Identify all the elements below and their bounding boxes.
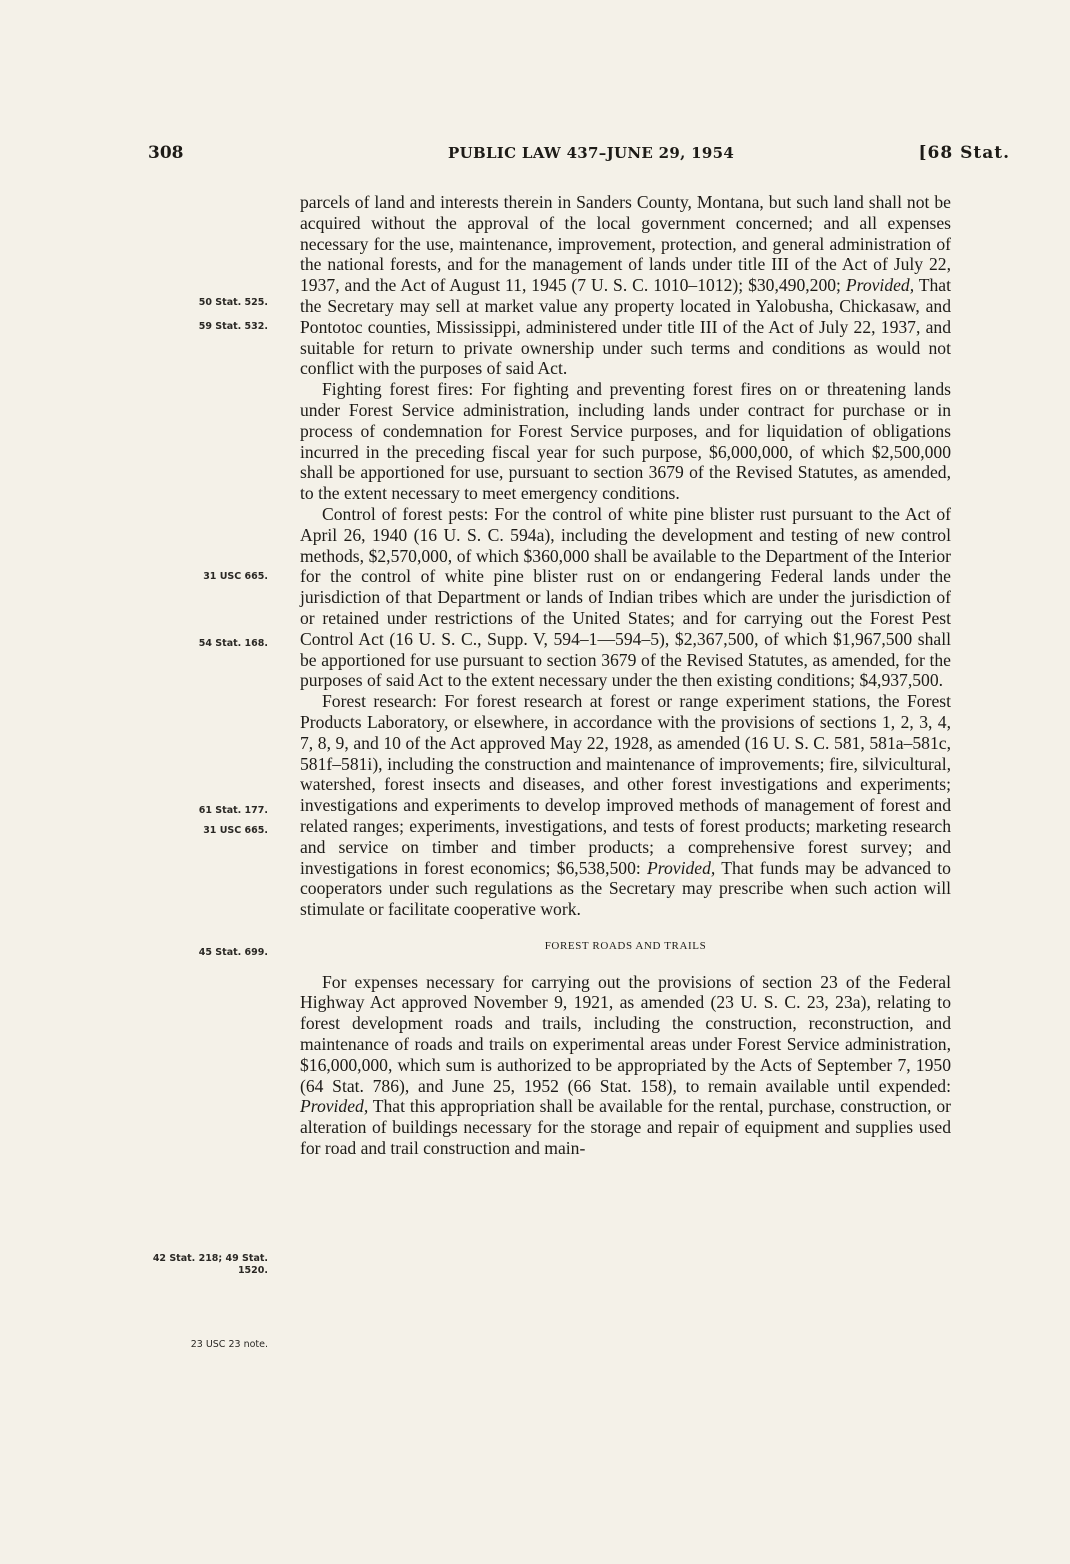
running-title: PUBLIC LAW 437–JUNE 29, 1954 bbox=[448, 144, 735, 162]
margin-note: 61 Stat. 177. bbox=[198, 805, 268, 816]
page-number: 308 bbox=[148, 143, 184, 163]
volume-reference: [68 Stat. bbox=[918, 143, 1010, 163]
margin-note: 54 Stat. 168. bbox=[198, 638, 268, 649]
paragraph-control-of-forest-pests: Control of forest pests: For the control of white pine blister rust pursuant to the Act of April 26, 1940 (16 U. S. C. 594a), including the development and testing of new control methods, $2,570,000, of which $360,000 shall be available to the Department of the Interior for the control of white pine blister rust on or endangering Federal lands under the jurisdiction of that Department or lands of Indian tribes which are under the jurisdiction of or retained under restrictions of the United States; and for carrying out the Forest Pest Control Act (16 U. S. C., Supp. V, 594–1—594–5), $2,367,500, of which $1,967,500 shall be apportioned for use pursuant to section 3679 of the Revised Statutes, as amended, for the purposes of said Act to the extent necessary under the then existing conditions; $4,937,500. bbox=[300, 503, 951, 691]
margin-note: 50 Stat. 525. bbox=[198, 297, 268, 308]
paragraph-forest-research: Forest research: For forest research at forest or range experiment stations, the Forest Products Laboratory, or elsewhere, in accordance with the provisions of sections 1, 2, 3, 4, 7, 8, 9, and 10 of the Act approved May 22, 1928, as amended (16 U. S. C. 581, 581a–581c, 581f–581i), including the construction and maintenance of improvements; fire, silvicultural, watershed, forest insects and diseases, and other forest investigations and experiments; investigations and experiments to develop improved methods of management of forest and related ranges; experiments, investigations, and tests of forest products; marketing research and service on timber and timber products; a comprehensive forest survey; and investigations in forest economics; $6,538,500: Provided, That funds may be advanced to cooperators under such regulations as the Secretary may prescribe when such action will stimulate or facilitate cooperative work. bbox=[300, 691, 951, 920]
margin-note: 45 Stat. 699. bbox=[198, 947, 268, 958]
section-heading: FOREST ROADS AND TRAILS bbox=[544, 939, 707, 952]
margin-note: 23 USC 23 note. bbox=[190, 1339, 268, 1350]
paragraph-national-forests: parcels of land and interests therein in Sanders County, Montana, but such land shall not be acquired without the approval of the local government concerned; and all expenses necessary for the use, maintenance, improvement, protection, and general administration of the national forests, and for the management of lands under title III of the Act of July 22, 1937, and the Act of August 11, 1945 (7 U. S. C. 1010–1012); $30,490,200; Provided, That the Secretary may sell at market value any property located in Yalobusha, Chickasaw, and Pontotoc counties, Mississippi, administered under title III of the Act of July 22, 1937, and suitable for return to private ownership under such terms and conditions as would not conflict with the purposes of said Act. bbox=[300, 192, 951, 379]
margin-notes bbox=[0, 0, 290, 1564]
paragraph-forest-roads-and-trails: For expenses necessary for carrying out the provisions of section 23 of the Federal Highway Act approved November 9, 1921, as amended (23 U. S. C. 23, 23a), relating to forest development roads and trails, including the construction, reconstruction, and maintenance of roads and trails on experimental areas under Forest Service administration, $16,000,000, which sum is authorized to be appropriated by the Acts of September 7, 1950 (64 Stat. 786), and June 25, 1952 (66 Stat. 158), to remain available until expended: Provided, That this appropriation shall be available for the rental, purchase, construction, or alteration of buildings necessary for the storage and repair of equipment and supplies used for road and trail construction and main- bbox=[300, 971, 951, 1159]
margin-note: 31 USC 665. bbox=[203, 825, 268, 836]
margin-note: 31 USC 665. bbox=[203, 571, 268, 582]
statute-body bbox=[300, 192, 951, 1159]
margin-note: 59 Stat. 532. bbox=[198, 321, 268, 332]
margin-note: 42 Stat. 218; 49 Stat. 1520. bbox=[152, 1253, 268, 1276]
paragraph-fighting-forest-fires: Fighting forest fires: For fighting and preventing forest fires on or threatening lands under Forest Service administration, including lands under contract for purchase or in process of condemnation for Forest Service purposes, and for liquidation of obligations incurred in the preceding fiscal year for such purpose, $6,000,000, of which $2,500,000 shall be apportioned for use, pursuant to section 3679 of the Revised Statutes, as amended, to the extent necessary to meet emergency conditions. bbox=[300, 379, 951, 504]
